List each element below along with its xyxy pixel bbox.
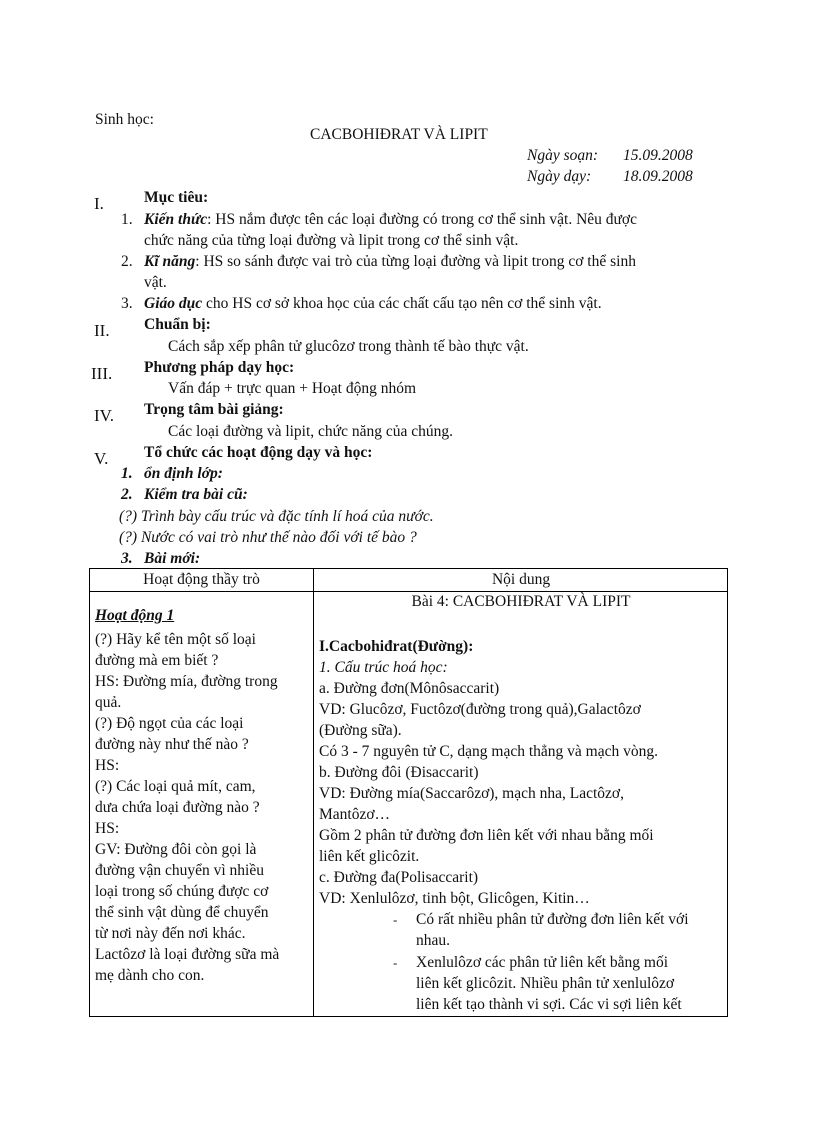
objective-text [144, 211, 637, 229]
lesson-title: Bài 4: CACBOHIĐRAT VÀ LIPIT [411, 593, 631, 610]
teach-date: 18.09.2008 [623, 168, 693, 185]
content-line: Gồm 2 phân tử đường đơn liên kết với nhau bằng mối [319, 827, 654, 844]
section-1-heading: Mục tiêu: [144, 189, 209, 206]
header-row-border [90, 591, 727, 592]
section-3-numeral: III. [91, 364, 113, 383]
activity-stabilize: ổn định lớp: [144, 465, 223, 482]
activity-heading: Hoạt động 1 [95, 607, 175, 624]
prep-date-label: Ngày soạn: [527, 147, 599, 164]
section-4-numeral: IV. [94, 406, 114, 425]
column-header-activities: Hoạt động thầy trò [143, 571, 260, 588]
content-heading: I.Cacbohiđrat(Đường): [319, 638, 474, 655]
objective-line: vật. [144, 274, 167, 291]
section-5-heading: Tổ chức các hoạt động dạy và học: [144, 444, 373, 461]
section-3-heading: Phương pháp dạy học: [144, 359, 295, 376]
left-line: HS: [95, 820, 120, 837]
left-line: (?) Hãy kể tên một số loại [95, 631, 256, 648]
content-line: b. Đường đôi (Đisaccarit) [319, 764, 479, 781]
objective-line: chức năng của từng loại đường và lipit trong cơ thể sinh vật. [144, 232, 519, 249]
activity-num: 2. [121, 486, 133, 503]
objective-line: : HS nắm được tên các loại đường có trong cơ thể sinh vật. Nêu được [207, 211, 638, 228]
section-3-text: Vấn đáp + trực quan + Hoạt động nhóm [168, 380, 416, 397]
left-line: quả. [95, 694, 122, 711]
review-question: (?) Trình bày cấu trúc và đặc tính lí hoá của nước. [119, 508, 434, 525]
content-line: VD: Xenlulôzơ, tinh bột, Glicôgen, Kitin… [319, 890, 590, 907]
objective-num: 2. [121, 253, 133, 270]
objective-term: Kĩ năng [144, 253, 196, 270]
objective-text [144, 253, 636, 271]
section-2-numeral: II. [94, 321, 110, 340]
activity-review: Kiểm tra bài cũ: [144, 486, 248, 503]
objective-line: : HS so sánh được vai trò của từng loại đường và lipit trong cơ thể sinh [195, 253, 636, 270]
left-line: (?) Độ ngọt của các loại [95, 715, 244, 732]
left-line: Lactôzơ là loại đường sữa mà [95, 946, 280, 963]
content-line: Có 3 - 7 nguyên tử C, dạng mạch thẳng và mạch vòng. [319, 743, 659, 760]
section-4-heading: Trọng tâm bài giảng: [144, 401, 284, 418]
left-line: từ nơi này đến nơi khác. [95, 925, 246, 942]
left-line: đường mà em biết ? [95, 652, 219, 669]
content-line: (Đường sữa). [319, 722, 402, 739]
left-line: (?) Các loại quả mít, cam, [95, 778, 256, 795]
objective-text [144, 295, 602, 313]
content-line: VD: Đường mía(Saccarôzơ), mạch nha, Lactôzơ, [319, 785, 624, 802]
content-line: VD: Glucôzơ, Fuctôzơ(đường trong quả),Galactôzơ [319, 701, 641, 718]
objective-num: 1. [121, 211, 133, 228]
bullet-line: Xenlulôzơ các phân tử liên kết bằng mối [416, 954, 669, 971]
objective-num: 3. [121, 295, 133, 312]
review-question: (?) Nước có vai trò như thế nào đối với tế bào ? [119, 529, 417, 546]
bullet-line: Có rất nhiều phân tử đường đơn liên kết với [416, 911, 689, 928]
teach-date-label: Ngày dạy: [527, 168, 592, 185]
content-line: liên kết glicôzit. [319, 848, 420, 865]
content-line: c. Đường đa(Polisaccarit) [319, 869, 479, 886]
column-header-content: Nội dung [491, 571, 551, 588]
bullet-marker: - [393, 955, 398, 970]
bullet-marker: - [393, 912, 398, 927]
content-line: a. Đường đơn(Mônôsaccarit) [319, 680, 500, 697]
left-line: HS: [95, 757, 120, 774]
section-5-numeral: V. [94, 449, 109, 468]
section-4-text: Các loại đường và lipit, chức năng của chúng. [168, 423, 453, 440]
bullet-line: nhau. [416, 932, 451, 949]
prep-date: 15.09.2008 [623, 147, 693, 164]
left-line: HS: Đường mía, đường trong [95, 673, 278, 690]
section-2-heading: Chuẩn bị: [144, 316, 211, 333]
left-line: dưa chứa loại đường nào ? [95, 799, 260, 816]
section-1-numeral: I. [94, 194, 104, 213]
column-divider [313, 569, 314, 1016]
activity-new-lesson: Bài mới: [144, 550, 201, 567]
left-line: đường này như thế nào ? [95, 736, 249, 753]
document-title: CACBOHIĐRAT VÀ LIPIT [310, 126, 488, 143]
activity-num: 1. [121, 465, 133, 482]
content-subheading: 1. Cấu trúc hoá học: [319, 659, 448, 676]
objective-line: cho HS cơ sở khoa học của các chất cấu tạo nên cơ thể sinh vật. [202, 295, 602, 312]
bullet-line: liên kết tạo thành vi sợi. Các vi sợi liên kết [416, 996, 682, 1013]
subject-label: Sinh học: [95, 111, 154, 128]
section-2-text: Cách sắp xếp phân tử glucôzơ trong thành tế bào thực vật. [168, 338, 529, 355]
bullet-line: liên kết glicôzit. Nhiều phân tử xenlulôzơ [416, 975, 675, 992]
activity-num: 3. [121, 550, 133, 567]
left-line: loại trong số chúng được cơ [95, 883, 269, 900]
left-line: GV: Đường đôi còn gọi là [95, 841, 257, 858]
content-line: Mantôzơ… [319, 806, 391, 823]
objective-term: Kiến thức [144, 211, 208, 228]
left-line: thể sinh vật dùng để chuyển [95, 904, 269, 921]
left-line: mẹ dành cho con. [95, 967, 205, 984]
left-line: đường vận chuyển vì nhiều [95, 862, 264, 879]
objective-term: Giáo dục [144, 295, 203, 312]
lesson-table [89, 568, 728, 1017]
